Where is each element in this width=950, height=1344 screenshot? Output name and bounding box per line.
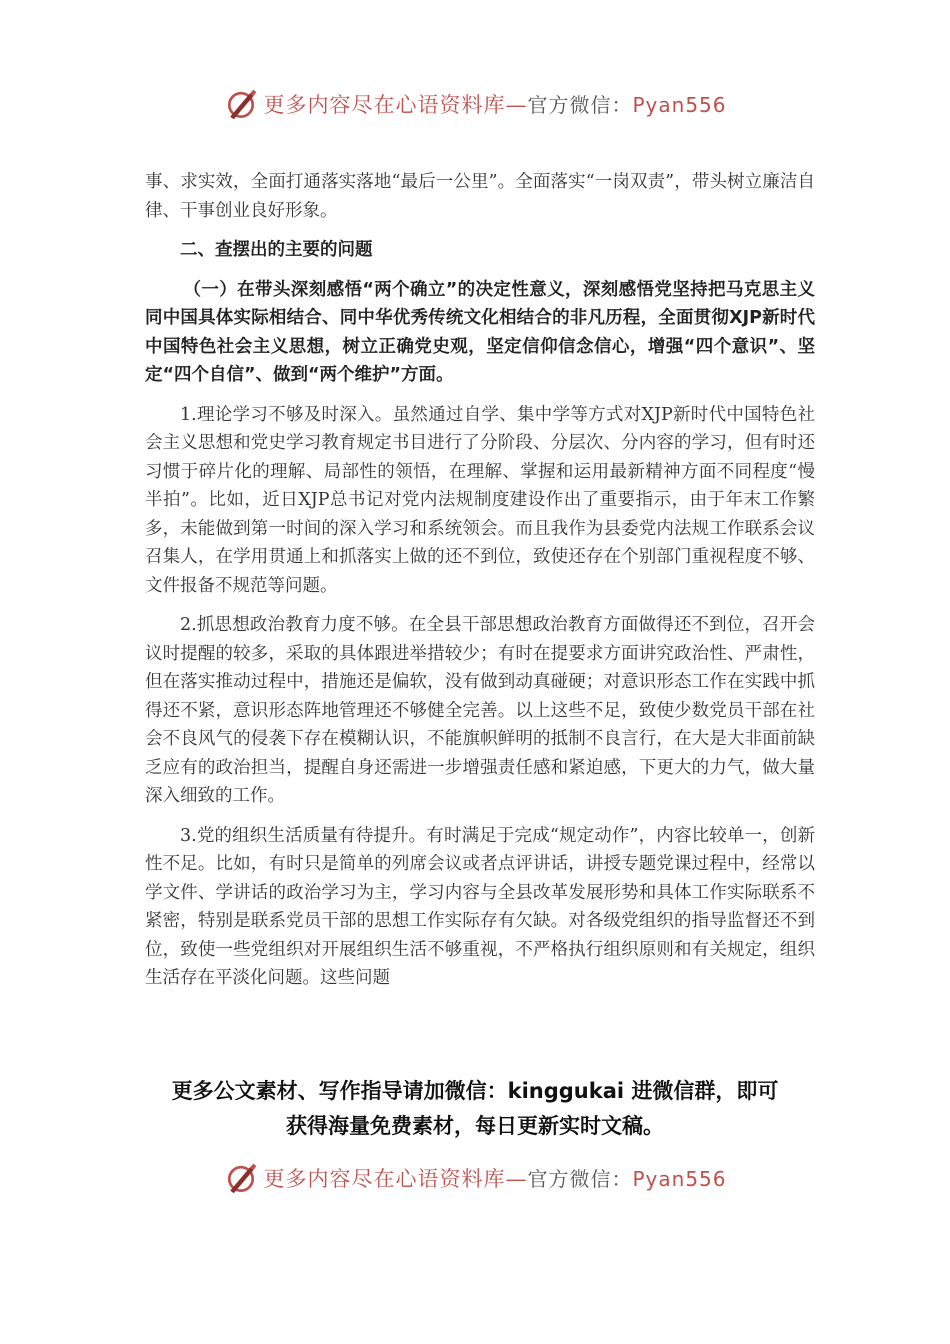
subsection-heading: （一）在带头深刻感悟“两个确立”的决定性意义，深刻感悟党坚持把马克思主义同中国具体实际相结合、同中华优秀传统文化相结合的非凡历程，全面贯彻XJP新时代中国特色社会主义思想，树立正确党史观，坚定信仰信念信心，增强“四个意识”、坚定“四个自信”、做到“两个维护”方面。 [145,279,815,385]
watermark-text [263,89,726,119]
footer-watermark-banner [0,1156,950,1200]
paragraph-item-3: 3.党的组织生活质量有待提升。有时满足于完成“规定动作”，内容比较单一，创新性不足。比如，有时只是简单的列席会议或者点评讲话，讲授专题党课过程中，经常以学文件、学讲话的政治学习为主，学习内容与全县改革发展形势和具体工作实际联系不紧密，特别是联系党员干部的思想工作实际存有欠缺。对各级党组织的指导监督还不到位，致使一些党组织对开展组织生活不够重视，不严格执行组织原则和有关规定，组织生活存在平淡化问题。这些问题 [145,825,815,988]
watermark-wechat-id: Pyan556 [632,93,727,117]
watermark-sub: 官方微信： [527,93,633,117]
document-body [145,168,815,993]
watermark-text [263,1163,726,1193]
pen-circle-logo-icon [223,1160,259,1196]
watermark-main: 更多内容尽在心语资料库 [263,93,506,117]
watermark-wechat-id: Pyan556 [632,1167,727,1191]
promo-line-1: 更多公文素材、写作指导请加微信：kinggukai 进微信群，即可 [171,1079,779,1103]
paragraph-item-1: 1.理论学习不够及时深入。虽然通过自学、集中学等方式对XJP新时代中国特色社会主义思想和党史学习教育规定书目进行了分阶段、分层次、分内容的学习，但有时还习惯于碎片化的理解、局部性的领悟，在理解、掌握和运用最新精神方面不同程度“慢半拍”。比如，近日XJP总书记对党内法规制度建设作出了重要指示，由于年末工作繁多，未能做到第一时间的深入学习和系统领会。而且我作为县委党内法规工作联系会议召集人，在学用贯通上和抓落实上做的还不到位，致使还存在个别部门重视程度不够、文件报备不规范等问题。 [145,404,815,596]
pen-circle-logo-icon [223,86,259,122]
paragraph-continuation: 事、求实效，全面打通落实落地“最后一公里”。全面落实“一岗双责”，带头树立廉洁自律、干事创业良好形象。 [145,172,815,221]
header-watermark-banner [0,82,950,126]
promo-line-2: 获得海量免费素材，每日更新实时文稿。 [286,1114,664,1138]
paragraph-item-2: 2.抓思想政治教育力度不够。在全县干部思想政治教育方面做得还不到位，召开会议时提醒的较多，采取的具体跟进举措较少；有时在提要求方面讲究政治性、严肃性，但在落实推动过程中，措施还是偏软，没有做到动真碰硬；对意识形态工作在实践中抓得还不紧，意识形态阵地管理还不够健全完善。以上这些不足，致使少数党员干部在社会不良风气的侵袭下存在模糊认识，不能旗帜鲜明的抵制不良言行，在大是大非面前缺乏应有的政治担当，提醒自身还需进一步增强责任感和紧迫感，下更大的力气，做大量深入细致的工作。 [145,615,815,806]
watermark-main: 更多内容尽在心语资料库 [263,1167,506,1191]
watermark-sub: 官方微信： [527,1167,633,1191]
watermark-dash: — [505,1167,528,1191]
watermark-dash: — [505,93,528,117]
promo-notice [110,1074,840,1144]
section-heading: 二、查摆出的主要的问题 [180,240,373,260]
